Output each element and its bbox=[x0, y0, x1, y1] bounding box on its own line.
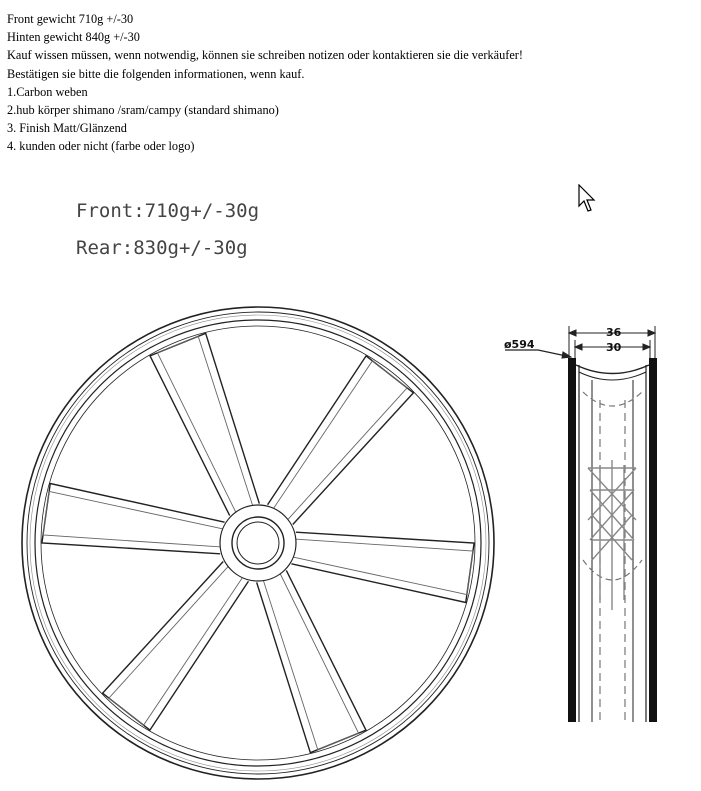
wheel-spoke bbox=[257, 570, 366, 752]
product-description bbox=[7, 10, 523, 156]
wheel-spoke bbox=[42, 484, 225, 554]
description-line: Kauf wissen müssen, wenn notwendig, können sie schreiben notizen oder kontaktieren sie die verkäufer! bbox=[7, 48, 523, 63]
wheel-spoke bbox=[268, 356, 414, 525]
mouse-pointer-icon bbox=[578, 184, 598, 214]
rear-weight-label: Rear:830g+/-30g bbox=[76, 237, 248, 259]
front-weight-label: Front:710g+/-30g bbox=[76, 200, 260, 222]
wheel-spoke bbox=[291, 532, 474, 602]
wheel-spoke bbox=[150, 333, 259, 515]
wheel-front-view bbox=[22, 307, 494, 779]
rim-outer-width-label: 36 bbox=[606, 326, 622, 339]
description-line: 1.Carbon weben bbox=[7, 84, 88, 99]
wheel-technical-drawing bbox=[0, 170, 701, 791]
rim-side-view bbox=[504, 326, 657, 722]
description-line: Front gewicht 710g +/-30 bbox=[7, 12, 134, 26]
description-line: 3. Finish Matt/Glänzend bbox=[7, 121, 127, 136]
description-line: Bestätigen sie bitte die folgenden informationen, wenn kauf. bbox=[7, 66, 305, 81]
rim-diameter-label: ø594 bbox=[504, 338, 535, 351]
description-line: 4. kunden oder nicht (farbe oder logo) bbox=[7, 139, 195, 154]
description-line: 2.hub körper shimano /sram/campy (standard shimano) bbox=[7, 103, 279, 118]
rim-inner-width-label: 30 bbox=[606, 341, 622, 354]
description-line: Hinten gewicht 840g +/-30 bbox=[7, 30, 140, 45]
wheel-spoke bbox=[103, 562, 249, 731]
